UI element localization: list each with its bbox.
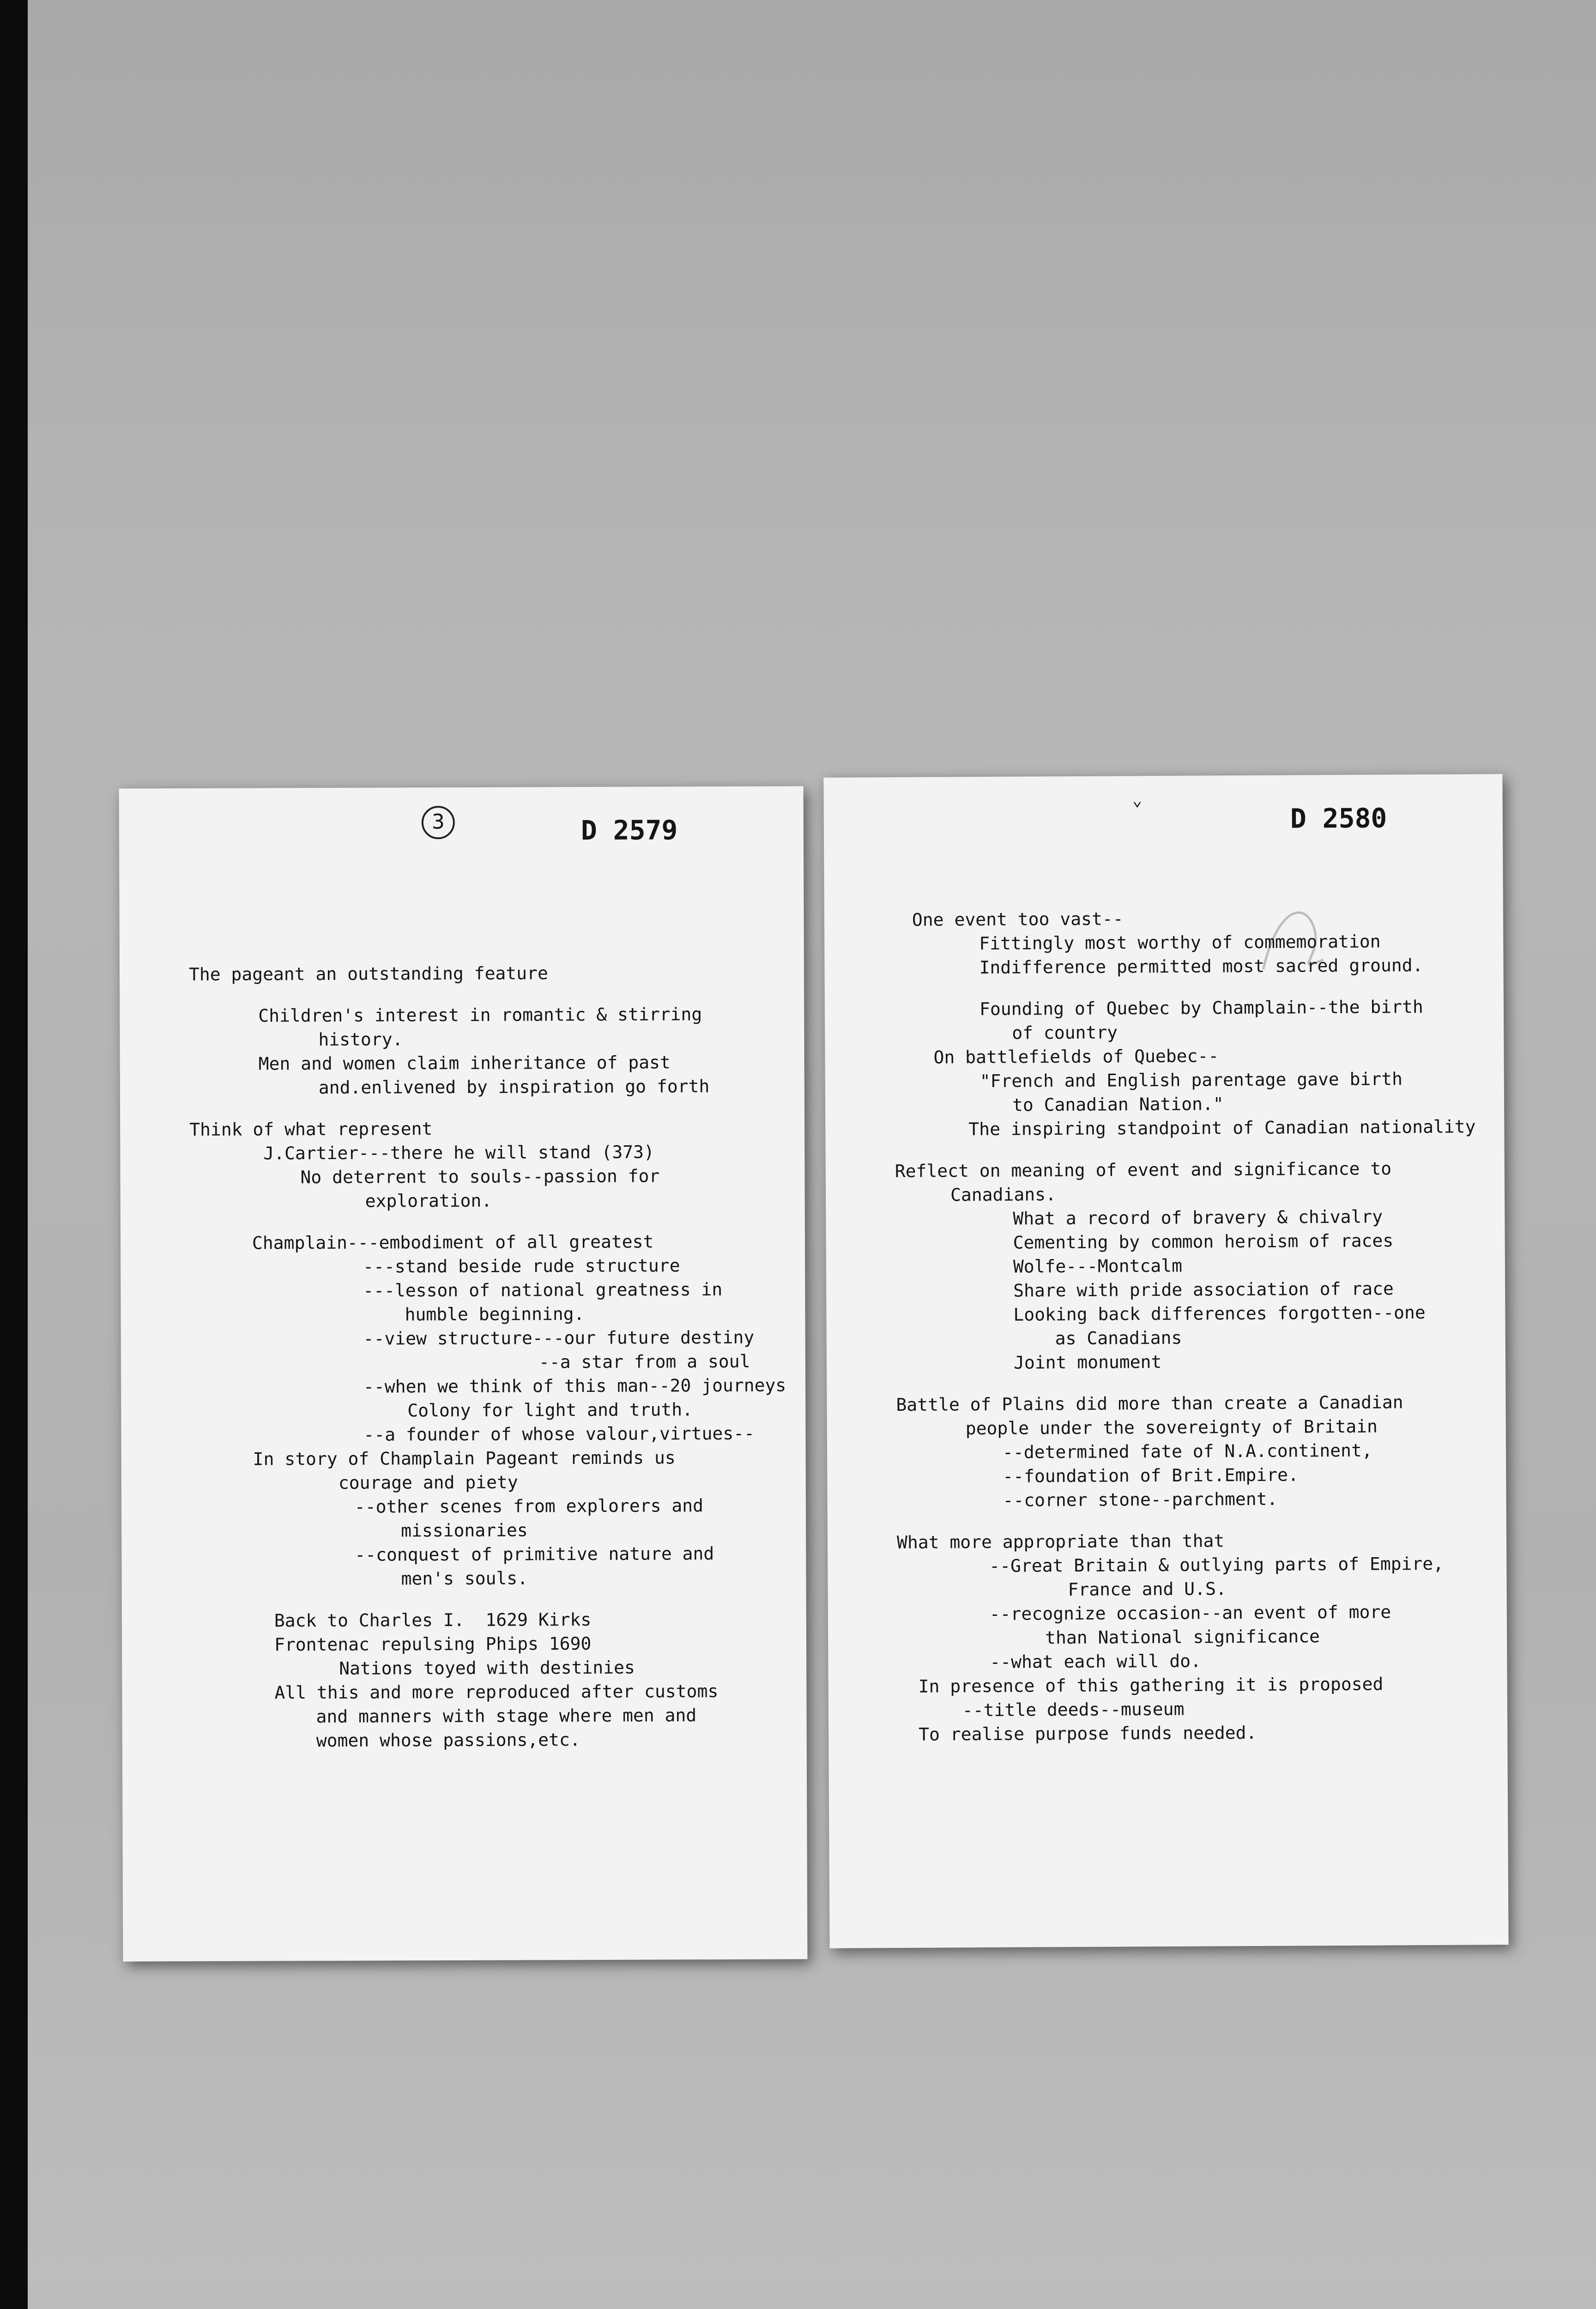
text-line: Cementing by common heroism of races: [1013, 1230, 1394, 1253]
document-number: D 2579: [580, 814, 678, 846]
text-line: Think of what represent: [189, 1118, 433, 1140]
text-line: What more appropriate than that: [896, 1530, 1225, 1553]
text-line: people under the sovereignty of Britain: [965, 1416, 1378, 1439]
text-line: Battle of Plains did more than create a Canadian: [896, 1392, 1403, 1415]
text-line: --foundation of Brit.Empire.: [1003, 1464, 1299, 1487]
text-line: To realise purpose funds needed.: [919, 1722, 1257, 1745]
text-line: The inspiring standpoint of Canadian nationality: [968, 1116, 1476, 1140]
text-line: --what each will do.: [990, 1650, 1202, 1673]
text-line: Looking back differences forgotten--one: [1013, 1302, 1426, 1325]
text-line: Founding of Quebec by Champlain--the birth: [979, 997, 1423, 1020]
text-line: to Canadian Nation.": [1012, 1094, 1224, 1115]
text-line: ---lesson of national greatness in: [363, 1279, 723, 1301]
text-line: Colony for light and truth.: [407, 1399, 693, 1421]
text-line: humble beginning.: [405, 1304, 585, 1325]
text-line: All this and more reproduced after customs: [274, 1681, 719, 1703]
text-line: of country: [1012, 1022, 1118, 1043]
text-line: --Great Britain & outlying parts of Empire,: [989, 1553, 1444, 1577]
document-number: D 2580: [1290, 802, 1387, 834]
text-line: missionaries: [401, 1520, 528, 1541]
text-line: J.Cartier---there he will stand (373): [263, 1142, 654, 1164]
text-line: as Canadians: [1055, 1327, 1182, 1349]
text-line: Canadians.: [950, 1184, 1057, 1205]
page-number-circle: 3: [422, 806, 455, 839]
text-line: On battlefields of Quebec--: [933, 1046, 1219, 1068]
text-line: --determined fate of N.A.continent,: [1002, 1440, 1372, 1463]
text-line: The pageant an outstanding feature: [188, 963, 548, 985]
text-line: --title deeds--museum: [962, 1699, 1185, 1721]
text-line: and.enlivened by inspiration go forth: [318, 1076, 710, 1098]
text-line: --other scenes from explorers and: [354, 1495, 704, 1517]
text-line: exploration.: [365, 1190, 492, 1211]
text-line: Share with pride association of race: [1013, 1278, 1394, 1301]
text-line: Children's interest in romantic & stirring: [258, 1004, 702, 1026]
text-line: Men and women claim inheritance of past: [258, 1052, 671, 1074]
text-line: ---stand beside rude structure: [363, 1255, 680, 1277]
text-line: Frontenac repulsing Phips 1690: [274, 1633, 592, 1655]
text-line: "French and English parentage gave birth: [979, 1069, 1403, 1092]
text-line: --view structure---our future destiny: [363, 1327, 755, 1349]
text-line: than National significance: [1045, 1626, 1320, 1648]
text-line: --a star from a soul: [538, 1351, 750, 1372]
text-line: Reflect on meaning of event and significance to: [895, 1158, 1392, 1182]
text-line: and manners with stage where men and: [316, 1705, 697, 1727]
text-line: No deterrent to souls--passion for: [300, 1166, 660, 1188]
text-line: Joint monument: [1013, 1352, 1162, 1373]
text-line: What a record of bravery & chivalry: [1013, 1206, 1383, 1229]
text-line: One event too vast--: [912, 908, 1124, 930]
text-line: Back to Charles I. 1629 Kirks: [274, 1609, 592, 1631]
text-line: In story of Champlain Pageant reminds us: [253, 1447, 676, 1469]
text-line: Fittingly most worthy of commemoration: [979, 931, 1381, 954]
text-line: --corner stone--parchment.: [1003, 1488, 1278, 1511]
text-line: France and U.S.: [1068, 1578, 1227, 1600]
text-line: men's souls.: [401, 1568, 528, 1589]
pencil-mark: ⌄: [1132, 791, 1143, 810]
typed-page-left: [119, 786, 808, 1961]
text-line: In presence of this gathering it is proposed: [918, 1674, 1384, 1697]
text-line: --recognize occasion--an event of more: [989, 1602, 1391, 1625]
text-line: --when we think of this man--20 journeys: [363, 1375, 786, 1397]
text-line: women whose passions,etc.: [316, 1729, 580, 1751]
text-line: --conquest of primitive nature and: [355, 1543, 714, 1565]
text-line: courage and piety: [338, 1472, 518, 1493]
text-line: Nations toyed with destinies: [339, 1657, 635, 1679]
text-line: Champlain---embodiment of all greatest: [252, 1231, 654, 1253]
text-line: --a founder of whose valour,virtues--: [363, 1423, 755, 1445]
typed-page-right: [823, 774, 1508, 1948]
text-line: Indifference permitted most sacred ground.: [979, 955, 1423, 978]
text-line: Wolfe---Montcalm: [1013, 1255, 1183, 1277]
text-line: history.: [318, 1029, 403, 1050]
